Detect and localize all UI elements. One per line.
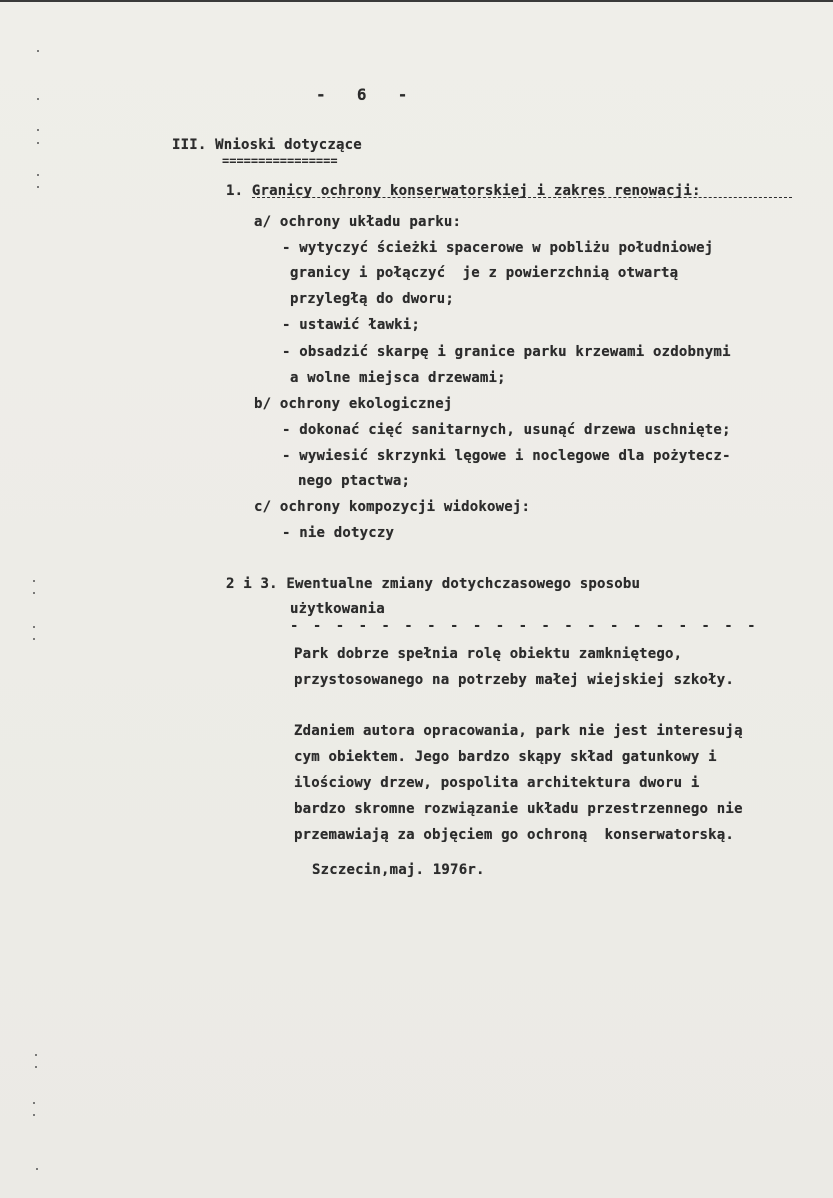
margin-mark — [35, 1054, 37, 1056]
margin-mark — [36, 1168, 38, 1170]
margin-mark — [37, 98, 39, 100]
list-item: - wytyczyć ścieżki spacerowe w pobliżu południowej — [282, 240, 714, 256]
point23-heading-continued: użytkowania — [290, 601, 385, 617]
point1-heading: 1. Granicy ochrony konserwatorskiej i zakres renowacji: — [226, 183, 701, 199]
paragraph-line: cym obiektem. Jego bardzo skąpy skład gatunkowy i — [294, 749, 717, 765]
list-item: nego ptactwa; — [298, 473, 411, 489]
margin-mark — [33, 580, 35, 582]
paragraph-line: Zdaniem autora opracowania, park nie jest interesują — [294, 723, 743, 739]
margin-mark — [37, 50, 39, 52]
margin-mark — [33, 638, 35, 640]
section-title-underline: ================ — [222, 154, 338, 168]
margin-mark — [37, 142, 39, 144]
subpoint-c-label: c/ ochrony kompozycji widokowej: — [254, 499, 531, 515]
margin-mark — [35, 1066, 37, 1068]
point1-heading-underline — [252, 197, 792, 198]
paragraph-line: przemawiają za objęciem go ochroną konserwatorską. — [294, 827, 735, 843]
point23-heading: 2 i 3. Ewentualne zmiany dotychczasowego sposobu — [226, 576, 641, 592]
paragraph-line: bardzo skromne rozwiązanie układu przestrzennego nie — [294, 801, 743, 817]
subpoint-a-label: a/ ochrony układu parku: — [254, 214, 462, 230]
margin-mark — [33, 1102, 35, 1104]
page-number: - 6 - — [316, 85, 412, 104]
margin-mark — [37, 186, 39, 188]
margin-mark — [37, 129, 39, 131]
margin-mark — [33, 1114, 35, 1116]
section-title: III. Wnioski dotyczące — [172, 137, 362, 153]
list-item: a wolne miejsca drzewami; — [290, 370, 506, 386]
subpoint-b-label: b/ ochrony ekologicznej — [254, 396, 453, 412]
list-item: - nie dotyczy — [282, 525, 395, 541]
paragraph-line: Park dobrze spełnia rolę obiektu zamkniętego, — [294, 646, 683, 662]
margin-mark — [33, 592, 35, 594]
paragraph-line: ilościowy drzew, pospolita architektura dworu i — [294, 775, 700, 791]
point23-underline: - - - - - - - - - - - - - - - - - - - - - — [290, 618, 759, 634]
list-item: granicy i połączyć je z powierzchnią otwartą — [290, 265, 679, 281]
place-date-signature: Szczecin,maj. 1976r. — [312, 862, 485, 878]
list-item: przyległą do dworu; — [290, 291, 454, 307]
margin-mark — [33, 626, 35, 628]
list-item: - ustawić ławki; — [282, 317, 421, 333]
list-item: - dokonać cięć sanitarnych, usunąć drzewa uschnięte; — [282, 422, 731, 438]
paragraph-line: przystosowanego na potrzeby małej wiejskiej szkoły. — [294, 672, 735, 688]
margin-mark — [37, 174, 39, 176]
list-item: - wywiesić skrzynki lęgowe i noclegowe dla pożytecz- — [282, 448, 731, 464]
list-item: - obsadzić skarpę i granice parku krzewami ozdobnymi — [282, 344, 731, 360]
